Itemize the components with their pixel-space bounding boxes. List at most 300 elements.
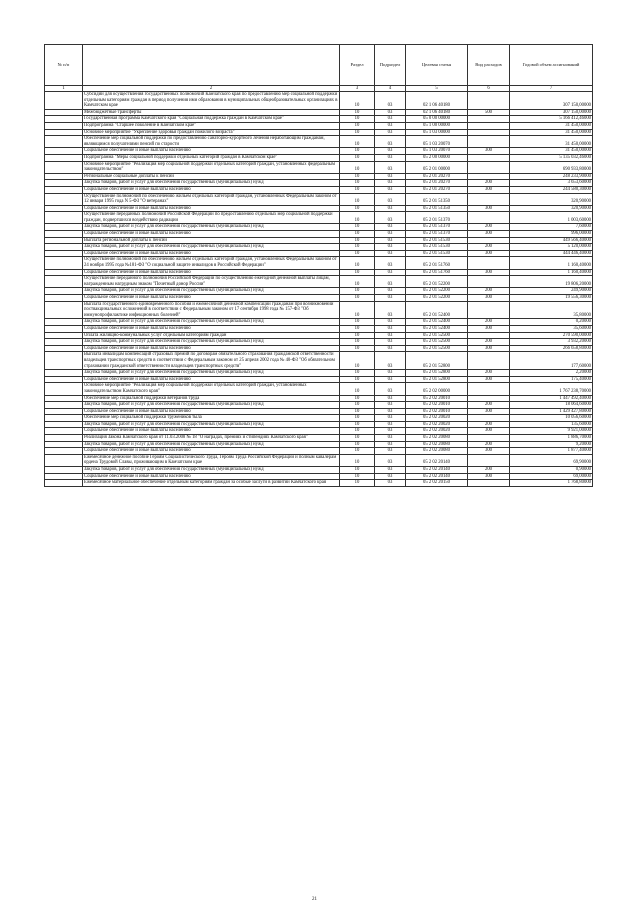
row-name-cell: Осуществление переданного полномочия Российской Федерации по осуществлению ежегодной денежной выплаты лицам, награжденным нагрудным знаком "Почетный донор России"	[83, 276, 340, 288]
row-razdel-cell: 10	[340, 325, 375, 332]
row-podrazdel-cell: 03	[375, 148, 406, 155]
row-statya-cell: 05 2 01 52800	[406, 352, 468, 370]
row-vid-cell: 300	[468, 448, 510, 455]
row-podrazdel-cell: 03	[375, 180, 406, 187]
row-podrazdel-cell: 03	[375, 467, 406, 474]
row-statya-cell: 05 2 01 51370	[406, 231, 468, 238]
row-amount-cell: 7,60000	[510, 224, 593, 231]
row-amount-cell: 177,60000	[510, 352, 593, 370]
row-razdel-cell: 10	[340, 122, 375, 129]
row-amount-cell: 1 160,40000	[510, 269, 593, 276]
row-vid-cell	[468, 352, 510, 370]
row-name-cell: Социальное обеспечение и иные выплаты населению	[83, 428, 340, 435]
row-amount-cell: 5 135 032,46000	[510, 154, 593, 161]
row-number-cell	[45, 467, 83, 474]
row-amount-cell: 3 653,60000	[510, 180, 593, 187]
table-row	[45, 395, 593, 402]
row-vid-cell	[468, 301, 510, 319]
col-number: 6	[468, 86, 510, 92]
row-statya-cell: 05 2 01 51760	[406, 257, 468, 269]
table-row	[45, 383, 593, 395]
row-vid-cell: 200	[468, 467, 510, 474]
row-statya-cell: 05 2 01 52500	[406, 332, 468, 339]
row-razdel-cell: 10	[340, 376, 375, 383]
row-vid-cell: 300	[468, 325, 510, 332]
row-statya-cell: 05 2 02 20140	[406, 473, 468, 480]
row-number-cell	[45, 180, 83, 187]
row-podrazdel-cell: 03	[375, 402, 406, 409]
table-row	[45, 154, 593, 161]
row-razdel-cell: 10	[340, 276, 375, 288]
row-statya-cell: 05 2 01 52400	[406, 319, 468, 326]
row-amount-cell: 1 003,60000	[510, 212, 593, 224]
row-number-cell	[45, 454, 83, 466]
row-number-cell	[45, 370, 83, 377]
row-razdel-cell: 10	[340, 212, 375, 224]
row-number-cell	[45, 161, 83, 173]
row-name-cell: Социальное обеспечение и иные выплаты населению	[83, 408, 340, 415]
row-podrazdel-cell: 03	[375, 288, 406, 295]
row-name-cell: Закупка товаров, работ и услуг для обеспечения государственных (муниципальных) нужд	[83, 421, 340, 428]
row-podrazdel-cell: 03	[375, 325, 406, 332]
row-statya-cell: 05 2 01 51530	[406, 250, 468, 257]
row-amount-cell: 10 056,60000	[510, 415, 593, 422]
table-row	[45, 454, 593, 466]
row-statya-cell: 05 2 02 20080	[406, 435, 468, 442]
row-statya-cell: 05 2 01 20270	[406, 180, 468, 187]
row-razdel-cell: 10	[340, 402, 375, 409]
row-podrazdel-cell: 03	[375, 428, 406, 435]
row-statya-cell: 05 1 00 00000	[406, 122, 468, 129]
row-podrazdel-cell: 03	[375, 129, 406, 136]
row-razdel-cell: 10	[340, 408, 375, 415]
row-name-cell: Обеспечение мер социальной поддержки ветеранов труда	[83, 395, 340, 402]
row-vid-cell	[468, 435, 510, 442]
row-number-cell	[45, 250, 83, 257]
row-razdel-cell: 10	[340, 480, 375, 487]
row-vid-cell	[468, 395, 510, 402]
row-amount-cell: 35,60000	[510, 325, 593, 332]
row-name-cell: Выплата региональной доплаты к пенсии	[83, 237, 340, 244]
row-number-cell	[45, 352, 83, 370]
table-row	[45, 352, 593, 370]
header-row	[45, 45, 593, 86]
row-podrazdel-cell: 03	[375, 295, 406, 302]
row-vid-cell	[468, 212, 510, 224]
row-razdel-cell: 10	[340, 467, 375, 474]
row-number-cell	[45, 415, 83, 422]
row-statya-cell: 05 1 03 20070	[406, 136, 468, 148]
row-podrazdel-cell: 03	[375, 454, 406, 466]
row-vid-cell: 300	[468, 473, 510, 480]
row-vid-cell: 200	[468, 370, 510, 377]
row-vid-cell: 200	[468, 244, 510, 251]
row-name-cell: Социальное обеспечение и иные выплаты населению	[83, 473, 340, 480]
row-razdel-cell: 10	[340, 435, 375, 442]
row-statya-cell: 05 2 01 00000	[406, 161, 468, 173]
row-name-cell: Ежемесячное материальное обеспечение отдельным категориям граждан за особые заслуги в развитии Камчатского края	[83, 480, 340, 487]
row-podrazdel-cell: 03	[375, 186, 406, 193]
row-amount-cell: 1 767 238,70000	[510, 383, 593, 395]
row-amount-cell: 0,90000	[510, 467, 593, 474]
row-razdel-cell: 10	[340, 415, 375, 422]
table-body	[45, 92, 593, 487]
row-podrazdel-cell: 03	[375, 244, 406, 251]
row-amount-cell: 1 768,80000	[510, 480, 593, 487]
row-name-cell: Социальное обеспечение и иные выплаты населению	[83, 295, 340, 302]
row-podrazdel-cell: 03	[375, 301, 406, 319]
table-row	[45, 370, 593, 377]
table-row	[45, 408, 593, 415]
row-name-cell: Субсидии для осуществления государственных полномочий Камчатского края по предоставлению мер социальной поддержки отдельным категориям граждан в период получения ими образования в муниципальных общеобразовательных организациях в Камчатском крае	[83, 92, 340, 110]
row-statya-cell: 05 2 02 20140	[406, 454, 468, 466]
row-name-cell: Закупка товаров, работ и услуг для обеспечения государственных (муниципальных) нужд	[83, 288, 340, 295]
row-amount-cell: 5 120,00000	[510, 244, 593, 251]
row-vid-cell: 200	[468, 441, 510, 448]
row-razdel-cell: 10	[340, 345, 375, 352]
table-row	[45, 193, 593, 205]
row-statya-cell: 05 2 01 20270	[406, 186, 468, 193]
row-razdel-cell: 10	[340, 224, 375, 231]
table-row	[45, 161, 593, 173]
row-statya-cell: 05 2 02 00000	[406, 383, 468, 395]
row-name-cell: Осуществление переданных полномочий Российской Федерации по предоставлению отдельных мер социальной поддержки граждан, подвергшихся воздействию радиации	[83, 212, 340, 224]
row-statya-cell: 05 2 01 52200	[406, 288, 468, 295]
row-amount-cell: 449 566,40000	[510, 237, 593, 244]
row-name-cell: Закупка товаров, работ и услуг для обеспечения государственных (муниципальных) нужд	[83, 244, 340, 251]
row-podrazdel-cell: 03	[375, 276, 406, 288]
row-razdel-cell: 10	[340, 161, 375, 173]
table-row	[45, 237, 593, 244]
row-razdel-cell: 10	[340, 193, 375, 205]
table-row	[45, 269, 593, 276]
row-vid-cell	[468, 122, 510, 129]
row-podrazdel-cell: 03	[375, 448, 406, 455]
row-amount-cell: 3 932,20000	[510, 339, 593, 346]
table-row	[45, 473, 593, 480]
row-podrazdel-cell: 03	[375, 395, 406, 402]
col-number: 4	[375, 86, 406, 92]
row-number-cell	[45, 205, 83, 212]
row-name-cell: Основное мероприятие "Укрепление здоровья граждан пожилого возраста"	[83, 129, 340, 136]
row-razdel-cell: 10	[340, 295, 375, 302]
table-row	[45, 244, 593, 251]
row-razdel-cell: 10	[340, 237, 375, 244]
table-row	[45, 92, 593, 110]
header-name	[83, 45, 340, 86]
row-name-cell: Основное мероприятие "Реализация мер социальной поддержки отдельных категорий граждан, установленных законодательством Камчатского края"	[83, 383, 340, 395]
row-statya-cell: 05 2 02 20020	[406, 415, 468, 422]
row-razdel-cell: 10	[340, 250, 375, 257]
row-podrazdel-cell: 03	[375, 224, 406, 231]
row-number-cell	[45, 129, 83, 136]
row-statya-cell: 05 2 01 52800	[406, 376, 468, 383]
table-row	[45, 332, 593, 339]
table-row	[45, 435, 593, 442]
row-vid-cell	[468, 116, 510, 123]
row-number-cell	[45, 395, 83, 402]
row-razdel-cell: 10	[340, 370, 375, 377]
row-vid-cell	[468, 136, 510, 148]
row-statya-cell: 05 2 02 20020	[406, 421, 468, 428]
row-number-cell	[45, 421, 83, 428]
row-podrazdel-cell: 03	[375, 352, 406, 370]
row-podrazdel-cell: 03	[375, 212, 406, 224]
row-razdel-cell: 10	[340, 288, 375, 295]
row-vid-cell	[468, 92, 510, 110]
row-name-cell: Закупка товаров, работ и услуг для обеспечения государственных (муниципальных) нужд	[83, 339, 340, 346]
table-row	[45, 109, 593, 116]
row-vid-cell	[468, 237, 510, 244]
row-name-cell: Социальное обеспечение и иные выплаты населению	[83, 269, 340, 276]
row-amount-cell: 1 886,70000	[510, 435, 593, 442]
row-podrazdel-cell: 03	[375, 376, 406, 383]
row-name-cell: Социальное обеспечение и иные выплаты населению	[83, 345, 340, 352]
row-number-cell	[45, 186, 83, 193]
row-podrazdel-cell: 03	[375, 161, 406, 173]
table-row	[45, 421, 593, 428]
row-razdel-cell: 10	[340, 244, 375, 251]
row-podrazdel-cell: 03	[375, 250, 406, 257]
row-name-cell: Закупка товаров, работ и услуг для обеспечения государственных (муниципальных) нужд	[83, 319, 340, 326]
row-vid-cell	[468, 415, 510, 422]
row-name-cell: Выплата инвалидам компенсаций страховых премий по договорам обязательного страхования гражданской ответственности владельцев транспортных средств в соответствии с Федеральным законом от 25 апреля 2002 года № 40-ФЗ "Об обязательном страховании гражданской ответственности владельцев транспортных средств"	[83, 352, 340, 370]
row-number-cell	[45, 428, 83, 435]
header-statya: Целевая статья	[406, 45, 468, 86]
row-name-cell: Закупка товаров, работ и услуг для обеспечения государственных (муниципальных) нужд	[83, 224, 340, 231]
row-podrazdel-cell: 03	[375, 257, 406, 269]
row-vid-cell	[468, 454, 510, 466]
row-name-cell: Социальное обеспечение и иные выплаты населению	[83, 186, 340, 193]
row-vid-cell: 200	[468, 224, 510, 231]
row-vid-cell	[468, 161, 510, 173]
row-number-cell	[45, 173, 83, 180]
row-vid-cell	[468, 154, 510, 161]
row-razdel-cell: 10	[340, 109, 375, 116]
row-amount-cell: 9 921,00000	[510, 428, 593, 435]
table-row	[45, 339, 593, 346]
table-row	[45, 129, 593, 136]
row-amount-cell: 31 450,00000	[510, 122, 593, 129]
table-row	[45, 212, 593, 224]
row-number-cell	[45, 345, 83, 352]
row-number-cell	[45, 109, 83, 116]
row-podrazdel-cell: 03	[375, 370, 406, 377]
row-statya-cell: 05 2 01 20270	[406, 173, 468, 180]
table-row	[45, 148, 593, 155]
row-podrazdel-cell: 03	[375, 109, 406, 116]
row-number-cell	[45, 288, 83, 295]
header-razdel: Раздел	[340, 45, 375, 86]
row-statya-cell: 05 2 01 52500	[406, 345, 468, 352]
row-name-cell: Оплата жилищно-коммунальных услуг отдельным категориям граждан	[83, 332, 340, 339]
row-number-cell	[45, 408, 83, 415]
table-row	[45, 288, 593, 295]
header-vid: Вид расходов	[468, 45, 510, 86]
row-number-cell	[45, 383, 83, 395]
row-amount-cell: 266 658,80000	[510, 345, 593, 352]
row-name-cell: Обеспечение мер социальной поддержки тружеников тыла	[83, 415, 340, 422]
row-podrazdel-cell: 03	[375, 332, 406, 339]
row-amount-cell: 2,20000	[510, 370, 593, 377]
row-amount-cell: 175,40000	[510, 376, 593, 383]
row-name-cell: Социальное обеспечение и иные выплаты населению	[83, 376, 340, 383]
table-row	[45, 250, 593, 257]
row-vid-cell: 300	[468, 376, 510, 383]
row-razdel-cell: 10	[340, 269, 375, 276]
row-number-cell	[45, 154, 83, 161]
row-amount-cell: 5 166 412,46000	[510, 116, 593, 123]
row-name-cell: Ежемесячное денежное пособие Героям Социалистического Труда, Героям Труда Российской Федерации и полным кавалерам ордена Трудовой Славы, проживающим в Камчатском крае	[83, 454, 340, 466]
row-number-cell	[45, 480, 83, 487]
row-number-cell	[45, 116, 83, 123]
row-number-cell	[45, 224, 83, 231]
row-amount-cell: 135,60000	[510, 421, 593, 428]
row-amount-cell: 444 446,40000	[510, 250, 593, 257]
row-name-cell: Выплата государственного единовременного пособия и ежемесячной денежной компенсации гражданам при возникновении поствакцинальных осложнений в соответствии с Федеральным законом от 17 сентября 1998 года № 157-ФЗ "Об иммунопрофилактике инфекционных болезней"	[83, 301, 340, 319]
row-name-cell: Осуществление полномочий по обеспечению жильем отдельных категорий граждан, установленных Федеральным законом от 12 января 1995 года N 5-ФЗ "О ветеранах"	[83, 193, 340, 205]
row-name-cell: Социальное обеспечение и иные выплаты населению	[83, 148, 340, 155]
row-podrazdel-cell: 03	[375, 269, 406, 276]
row-number-cell	[45, 92, 83, 110]
row-name-cell: Реализация Закона Камчатского края от 11.03.2008 № 18 "О наградах, премиях и стипендиях Камчатского края"	[83, 435, 340, 442]
row-podrazdel-cell: 03	[375, 383, 406, 395]
row-podrazdel-cell: 03	[375, 205, 406, 212]
row-podrazdel-cell: 03	[375, 154, 406, 161]
row-razdel-cell: 10	[340, 92, 375, 110]
row-podrazdel-cell: 03	[375, 415, 406, 422]
row-statya-cell: 05 2 01 52400	[406, 301, 468, 319]
row-number-cell	[45, 376, 83, 383]
row-statya-cell: 05 2 01 51350	[406, 205, 468, 212]
row-podrazdel-cell: 03	[375, 92, 406, 110]
row-amount-cell: 31 450,00000	[510, 129, 593, 136]
row-razdel-cell: 10	[340, 395, 375, 402]
row-name-cell: Закупка товаров, работ и услуг для обеспечения государственных (муниципальных) нужд	[83, 370, 340, 377]
row-number-cell	[45, 301, 83, 319]
row-statya-cell: 02 1 06 40180	[406, 109, 468, 116]
row-razdel-cell: 10	[340, 441, 375, 448]
row-name-cell: Закупка товаров, работ и услуг для обеспечения государственных (муниципальных) нужд	[83, 441, 340, 448]
row-razdel-cell: 10	[340, 186, 375, 193]
row-razdel-cell: 10	[340, 205, 375, 212]
row-statya-cell: 05 2 02 20010	[406, 408, 468, 415]
row-podrazdel-cell: 03	[375, 319, 406, 326]
row-statya-cell: 05 2 01 51530	[406, 237, 468, 244]
row-amount-cell: 1 877,40000	[510, 448, 593, 455]
row-amount-cell: 69,00000	[510, 473, 593, 480]
row-name-cell: Социальное обеспечение и иные выплаты населению	[83, 205, 340, 212]
row-razdel-cell: 10	[340, 231, 375, 238]
row-amount-cell: 690 933,80000	[510, 161, 593, 173]
row-number-cell	[45, 332, 83, 339]
row-razdel-cell: 10	[340, 383, 375, 395]
row-statya-cell: 05 2 00 00000	[406, 154, 468, 161]
row-vid-cell: 300	[468, 231, 510, 238]
row-amount-cell: 248 233,90000	[510, 173, 593, 180]
table-row	[45, 295, 593, 302]
col-number: 7	[510, 86, 593, 92]
row-razdel-cell: 10	[340, 352, 375, 370]
row-statya-cell: 05 2 02 20140	[406, 467, 468, 474]
row-vid-cell: 300	[468, 428, 510, 435]
table-row	[45, 173, 593, 180]
row-statya-cell: 05 2 01 52800	[406, 370, 468, 377]
table-row	[45, 301, 593, 319]
row-statya-cell: 05 2 01 52500	[406, 339, 468, 346]
row-amount-cell: 320,90000	[510, 205, 593, 212]
row-amount-cell: 31 450,00000	[510, 136, 593, 148]
row-vid-cell	[468, 480, 510, 487]
row-name-cell: Социальное обеспечение и иные выплаты населению	[83, 448, 340, 455]
row-name-cell: Межбюджетные трансферты	[83, 109, 340, 116]
row-number-cell	[45, 435, 83, 442]
row-podrazdel-cell: 03	[375, 116, 406, 123]
row-podrazdel-cell: 03	[375, 408, 406, 415]
row-vid-cell: 300	[468, 205, 510, 212]
row-podrazdel-cell: 03	[375, 237, 406, 244]
col-number: 2	[83, 86, 340, 92]
col-number: 3	[340, 86, 375, 92]
row-amount-cell: 244 580,30000	[510, 186, 593, 193]
row-name-cell: Подпрограмма "Меры социальной поддержки отдельных категорий граждан в Камчатском крае"	[83, 154, 340, 161]
row-statya-cell: 05 2 02 20150	[406, 480, 468, 487]
row-amount-cell: 270 590,00000	[510, 332, 593, 339]
row-razdel-cell: 10	[340, 339, 375, 346]
row-vid-cell	[468, 173, 510, 180]
row-number-cell	[45, 244, 83, 251]
row-vid-cell	[468, 383, 510, 395]
row-podrazdel-cell: 03	[375, 231, 406, 238]
row-razdel-cell: 10	[340, 173, 375, 180]
row-amount-cell: 18 064,60000	[510, 402, 593, 409]
row-name-cell: Обеспечение мер социальной поддержки по предоставлению санаторно-курортного лечения неработающим гражданам, являющимся получателями пенсий по старости	[83, 136, 340, 148]
table-row	[45, 180, 593, 187]
row-vid-cell: 300	[468, 250, 510, 257]
row-podrazdel-cell: 03	[375, 339, 406, 346]
table-row	[45, 231, 593, 238]
row-razdel-cell: 10	[340, 116, 375, 123]
row-number-cell	[45, 441, 83, 448]
header-amount: Годовой объем ассигнований	[510, 45, 593, 86]
row-number-cell	[45, 237, 83, 244]
row-vid-cell: 300	[468, 295, 510, 302]
row-name-cell: Закупка товаров, работ и услуг для обеспечения государственных (муниципальных) нужд	[83, 402, 340, 409]
row-podrazdel-cell: 03	[375, 122, 406, 129]
row-statya-cell: 05 2 01 51370	[406, 212, 468, 224]
budget-table-page	[44, 44, 592, 487]
table-row	[45, 415, 593, 422]
row-statya-cell: 05 1 03 20070	[406, 148, 468, 155]
row-vid-cell: 300	[468, 269, 510, 276]
row-podrazdel-cell: 03	[375, 193, 406, 205]
row-vid-cell: 200	[468, 421, 510, 428]
row-podrazdel-cell: 03	[375, 345, 406, 352]
row-statya-cell: 05 2 01 51350	[406, 193, 468, 205]
header-num: № п/п	[45, 45, 83, 86]
row-statya-cell: 05 2 02 20010	[406, 402, 468, 409]
row-vid-cell: 200	[468, 402, 510, 409]
row-amount-cell: 320,90000	[510, 193, 593, 205]
row-number-cell	[45, 257, 83, 269]
row-podrazdel-cell: 03	[375, 473, 406, 480]
table-row	[45, 122, 593, 129]
table-row	[45, 136, 593, 148]
table-row	[45, 480, 593, 487]
row-name-cell: Осуществление полномочий по обеспечению жильем отдельных категорий граждан, установленных Федеральным законом от 24 ноября 1995 года №181-ФЗ "О социальной защите инвалидов в Российской Федерации"	[83, 257, 340, 269]
row-razdel-cell: 10	[340, 180, 375, 187]
row-number-cell	[45, 325, 83, 332]
